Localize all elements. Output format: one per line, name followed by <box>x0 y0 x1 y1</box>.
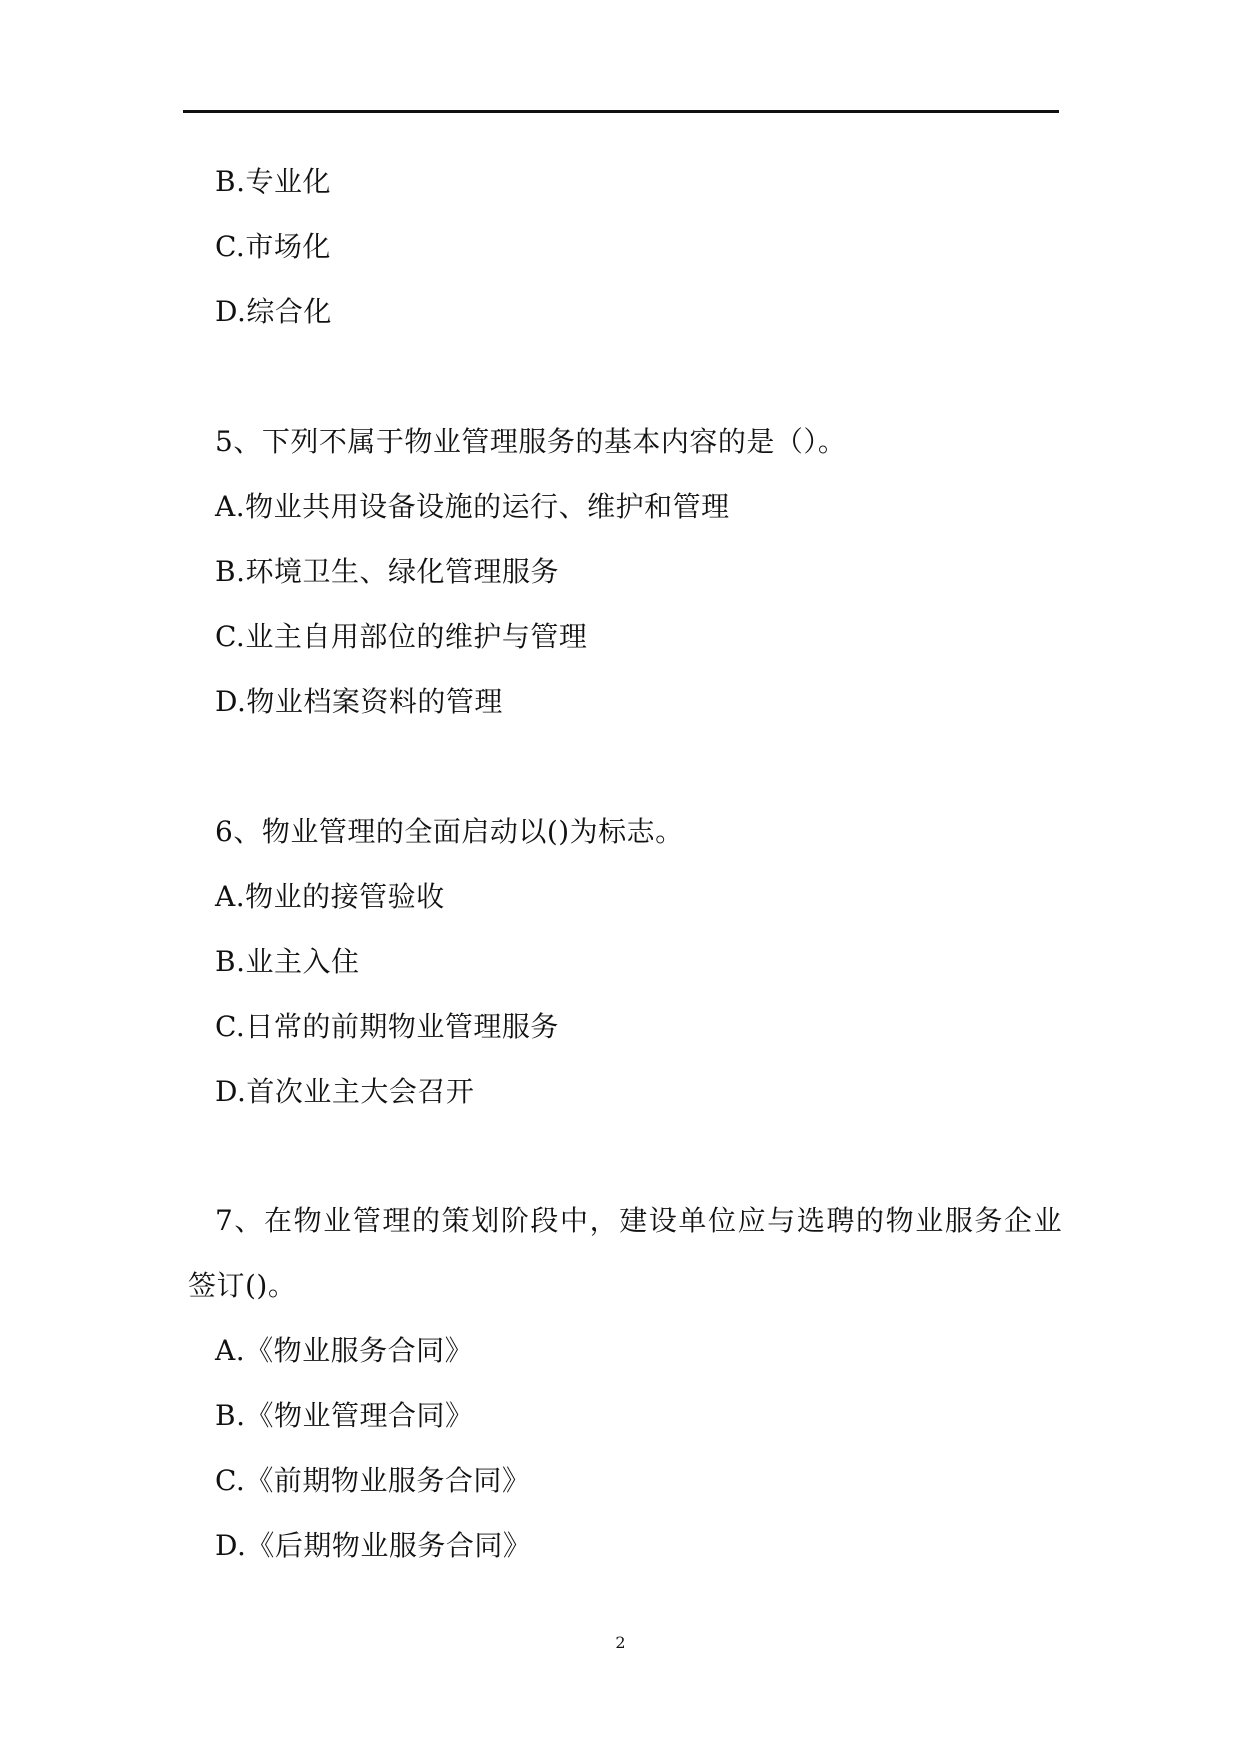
q4-option-c: C.市场化 <box>215 230 331 263</box>
q6-option-c: C.日常的前期物业管理服务 <box>215 1010 559 1043</box>
q6-stem: 6、物业管理的全面启动以()为标志。 <box>215 815 684 848</box>
q7-option-d: D.《后期物业服务合同》 <box>215 1529 532 1562</box>
q4-option-b: B.专业化 <box>215 165 331 198</box>
header-rule <box>183 110 1059 113</box>
q7-option-c: C.《前期物业服务合同》 <box>215 1464 531 1497</box>
q6-option-b: B.业主入住 <box>215 945 360 978</box>
page-number: 2 <box>615 1633 626 1652</box>
q7-option-a: A.《物业服务合同》 <box>215 1334 474 1367</box>
q4-option-d: D.综合化 <box>215 295 332 328</box>
q6-option-a: A.物业的接管验收 <box>215 880 445 913</box>
q5-option-d: D.物业档案资料的管理 <box>215 685 503 718</box>
q5-option-a: A.物业共用设备设施的运行、维护和管理 <box>215 490 730 523</box>
q7-option-b: B.《物业管理合同》 <box>215 1399 474 1432</box>
q7-stem-line1: 7、在物业管理的策划阶段中，建设单位应与选聘的物业服务企业 <box>215 1204 1064 1237</box>
q5-option-c: C.业主自用部位的维护与管理 <box>215 620 588 653</box>
q5-stem: 5、下列不属于物业管理服务的基本内容的是（）。 <box>215 425 847 458</box>
q6-option-d: D.首次业主大会召开 <box>215 1075 475 1108</box>
q7-stem-line2: 签订()。 <box>188 1269 297 1302</box>
q5-option-b: B.环境卫生、绿化管理服务 <box>215 555 559 588</box>
